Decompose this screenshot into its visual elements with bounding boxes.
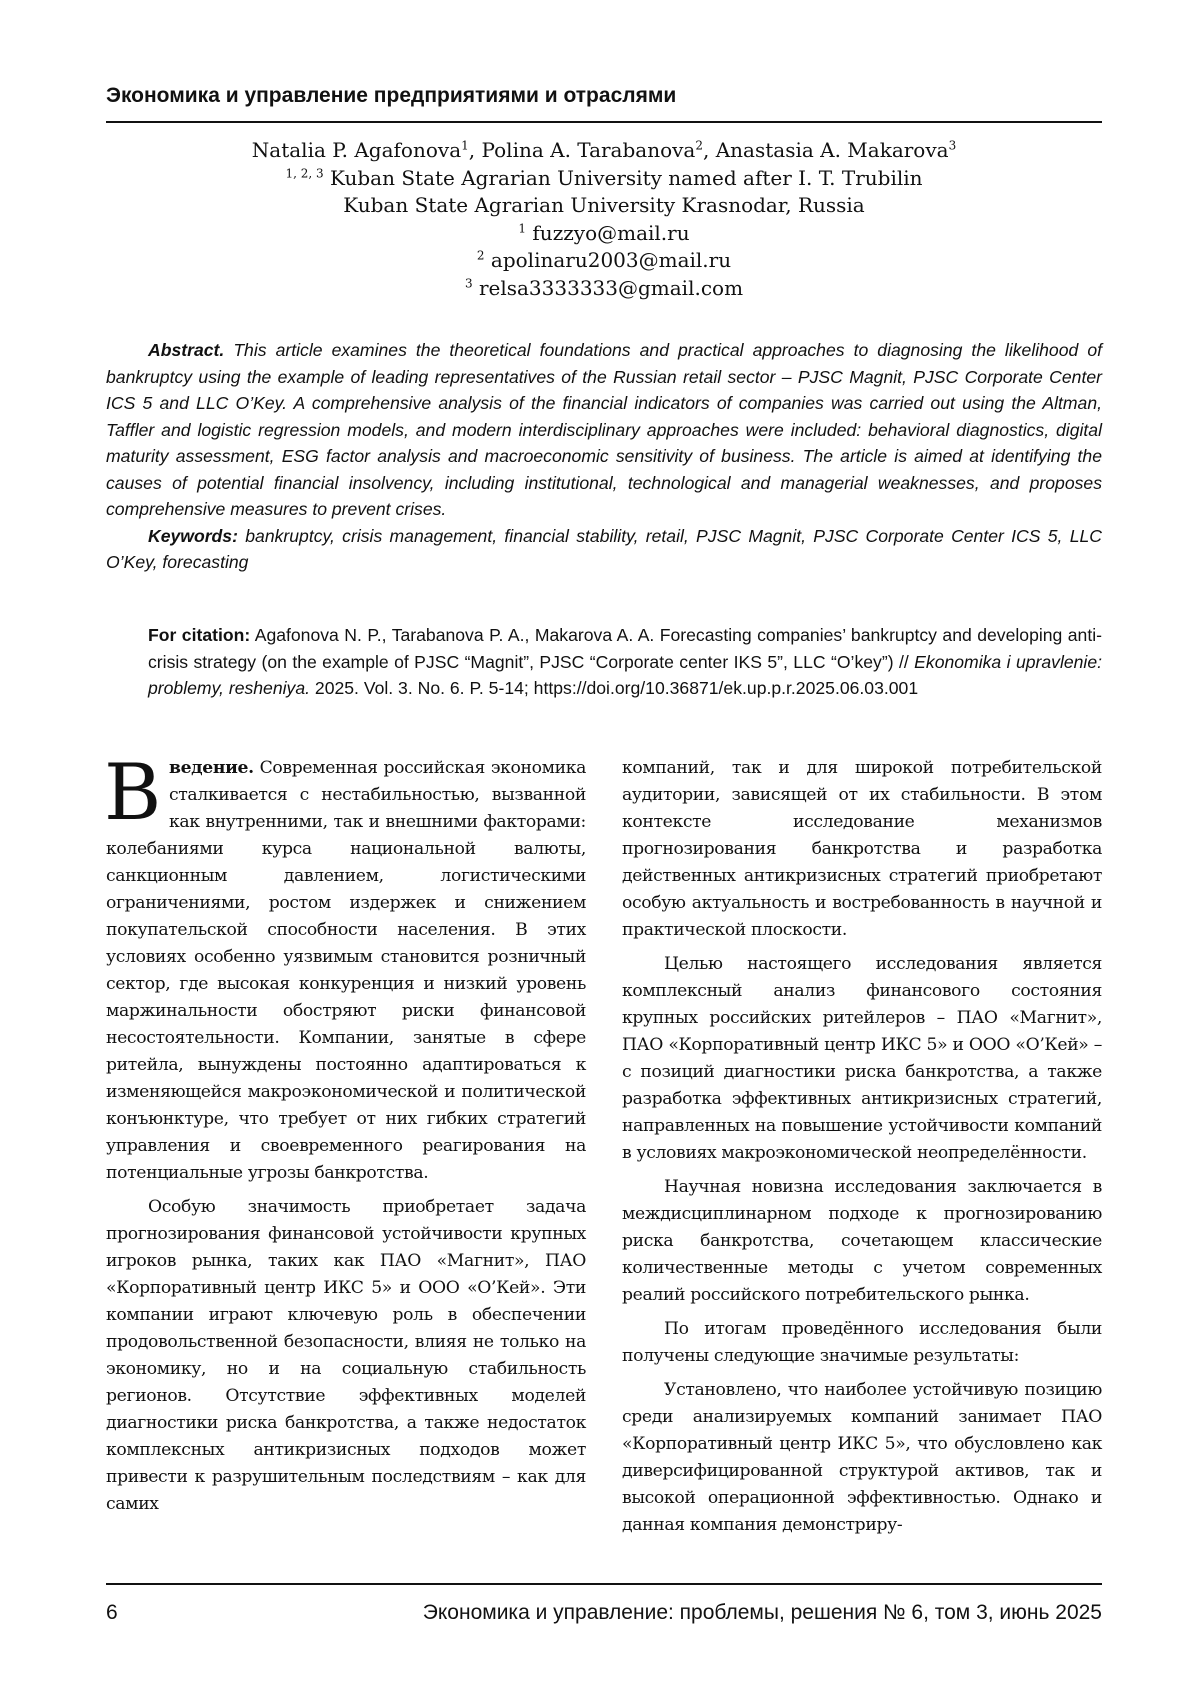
author-name: Natalia P. Agafonova	[251, 138, 462, 162]
citation-doi[interactable]: 2025. Vol. 3. No. 6. P. 5-14; https://doi.org/10.36871/ek.up.p.r.2025.06.03.001	[314, 678, 919, 698]
citation-journal: Ekonomika i upravlenie: problemy, resheniya.	[148, 651, 1103, 698]
abstract-block	[106, 337, 1102, 576]
citation-paragraph	[148, 622, 1102, 702]
abstract-label: Abstract.	[148, 340, 225, 360]
body-paragraph: Целью настоящего исследования является комплексный анализ финансового состояния крупных российских ритейлеров – ПАО «Магнит», ПАО «Корпоративный центр ИКС 5» и ООО «О’Кей» – с позиций диагностики риска банкротства, а также разработка эффективных антикризисных стратегий, направленных на повышение устойчивости компаний в условиях макроэкономической неопределённости.	[622, 954, 1102, 1163]
author-email	[106, 275, 1102, 303]
email-sup: 1	[518, 220, 527, 235]
affiliation-text: Kuban State Agrarian University named after I. T. Trubilin	[329, 165, 923, 190]
email-link[interactable]: apolinaru2003@mail.ru	[490, 248, 732, 272]
affiliation-line2: Kuban State Agrarian University Krasnodar, Russia	[343, 193, 865, 217]
citation-text: Agafonova N. P., Tarabanova P. A., Makarova A. A. Forecasting companies’ bankruptcy and developing anti-crisis strategy (on the example of PJSC “Magnit”, PJSC “Corporate center IKS 5”, LLC “O’key”) //	[148, 625, 1103, 672]
keywords-label: Keywords:	[148, 525, 238, 546]
author-email	[106, 247, 1102, 275]
body-paragraph: Научная новизна исследования заключается в междисциплинарном подходе к прогнозированию риска банкротства, сочетающем классические количественные методы с учетом современных реалий российского потребительского рынка.	[622, 1177, 1102, 1305]
body-paragraph: компаний, так и для широкой потребительской аудитории, зависящей от их стабильности. В этом контексте исследование механизмов прогнозирования банкротства и разработка действенных антикризисных стратегий приобретают особую актуальность и востребованность в научной и практической плоскости.	[622, 758, 1102, 940]
email-link[interactable]: fuzzyo@mail.ru	[532, 220, 690, 245]
body-paragraph: Особую значимость приобретает задача прогнозирования финансовой устойчивости крупных игроков рынка, таких как ПАО «Магнит», ПАО «Корпоративный центр ИКС 5» и ООО «О’Кей». Эти компании играют ключевую роль в обеспечении продовольственной безопасности, влияя не только на экономику, но и на социальную стабильность регионов. Отсутствие эффективных моделей диагностики риска банкротства, а также недостаток комплексных антикризисных подходов может привести к разрушительным последствиям – как для самих	[106, 1197, 586, 1514]
citation-block	[148, 622, 1102, 702]
author-sup: 1	[461, 138, 469, 153]
author-name: Polina A. Tarabanova	[481, 138, 696, 162]
page-number: 6	[106, 1601, 118, 1624]
authors-block	[106, 137, 1102, 302]
header-divider	[106, 121, 1102, 123]
author-sup: 2	[695, 138, 703, 153]
email-sup: 3	[464, 275, 473, 290]
body-column-right	[622, 755, 1102, 1546]
drop-cap: В	[104, 748, 161, 838]
author-email	[106, 220, 1102, 248]
affiliation-sup: 1, 2, 3	[285, 165, 324, 180]
author-names: Natalia P. Agafonova$^1$, Polina A. Tarabanova$^2$, Anastasia A. Makarova$^3$	[251, 138, 957, 162]
body-column-left	[104, 748, 586, 1525]
author-sup: 3	[948, 138, 957, 153]
intro-paragraph	[104, 748, 586, 1187]
keywords-text: bankruptcy, crisis management, financial stability, retail, PJSC Magnit, PJSC Corporate Center ICS 5, LLC O’Key, forecasting	[106, 525, 1103, 572]
citation-label: For citation:	[148, 625, 251, 645]
abstract-paragraph	[106, 337, 1102, 523]
footer-divider	[106, 1583, 1102, 1585]
abstract-text: This article examines the theoretical foundations and practical approaches to diagnosing the likelihood of bankruptcy using the example of leading representatives of the Russian retail sector – PJSC Magnit, PJSC Corporate Center ICS 5 and LLC O’Key. A comprehensive analysis of the financial indicators of companies was carried out using the Altman, Taffler and logistic regression models, and modern interdisciplinary approaches were included: behavioral diagnostics, digital maturity assessment, ESG factor analysis and macroeconomic sensitivity of business. The article is aimed at identifying the causes of potential financial insolvency, including institutional, technological and managerial weaknesses, and proposes comprehensive measures to prevent crises.	[106, 340, 1102, 519]
keywords-paragraph	[106, 523, 1102, 576]
email-sup: 2	[476, 248, 485, 263]
author-name: Anastasia A. Makarova	[715, 138, 949, 162]
affiliation	[106, 165, 1102, 193]
email-link[interactable]: relsa3333333@gmail.com	[478, 275, 744, 300]
intro-text: Современная российская экономика сталкивается с нестабильностью, вызванной как внутренними, так и внешними факторами: колебаниями курса национальной валюты, санкционным давлением, логистическими ограничениями, ростом издержек и снижением покупательской способности населения. В этих условиях особенно уязвимым становится розничный сектор, где высокая конкуренция и низкий уровень маржинальности обостряют риски финансовой несостоятельности. Компании, занятые в сфере ритейла, вынуждены постоянно адаптироваться к изменяющейся макроэкономической и политической конъюнктуре, что требует от них гибких стратегий управления и своевременного реагирования на потенциальные угрозы банкротства.	[106, 758, 586, 1183]
body-paragraph: Установлено, что наиболее устойчивую позицию среди анализируемых компаний занимает ПАО «Корпоративный центр ИКС 5», что обусловлено как диверсифицированной структурой активов, так и высокой операционной эффективностью. Однако и данная компания демонстриру-	[622, 1380, 1102, 1535]
intro-lead-word: ведение.	[168, 758, 254, 778]
body-paragraph: По итогам проведённого исследования были получены следующие значимые результаты:	[622, 1319, 1102, 1366]
footer-journal-title: Экономика и управление: проблемы, решения № 6, том 3, июнь 2025	[422, 1601, 1102, 1624]
section-title: Экономика и управление предприятиями и отраслями	[106, 84, 677, 107]
